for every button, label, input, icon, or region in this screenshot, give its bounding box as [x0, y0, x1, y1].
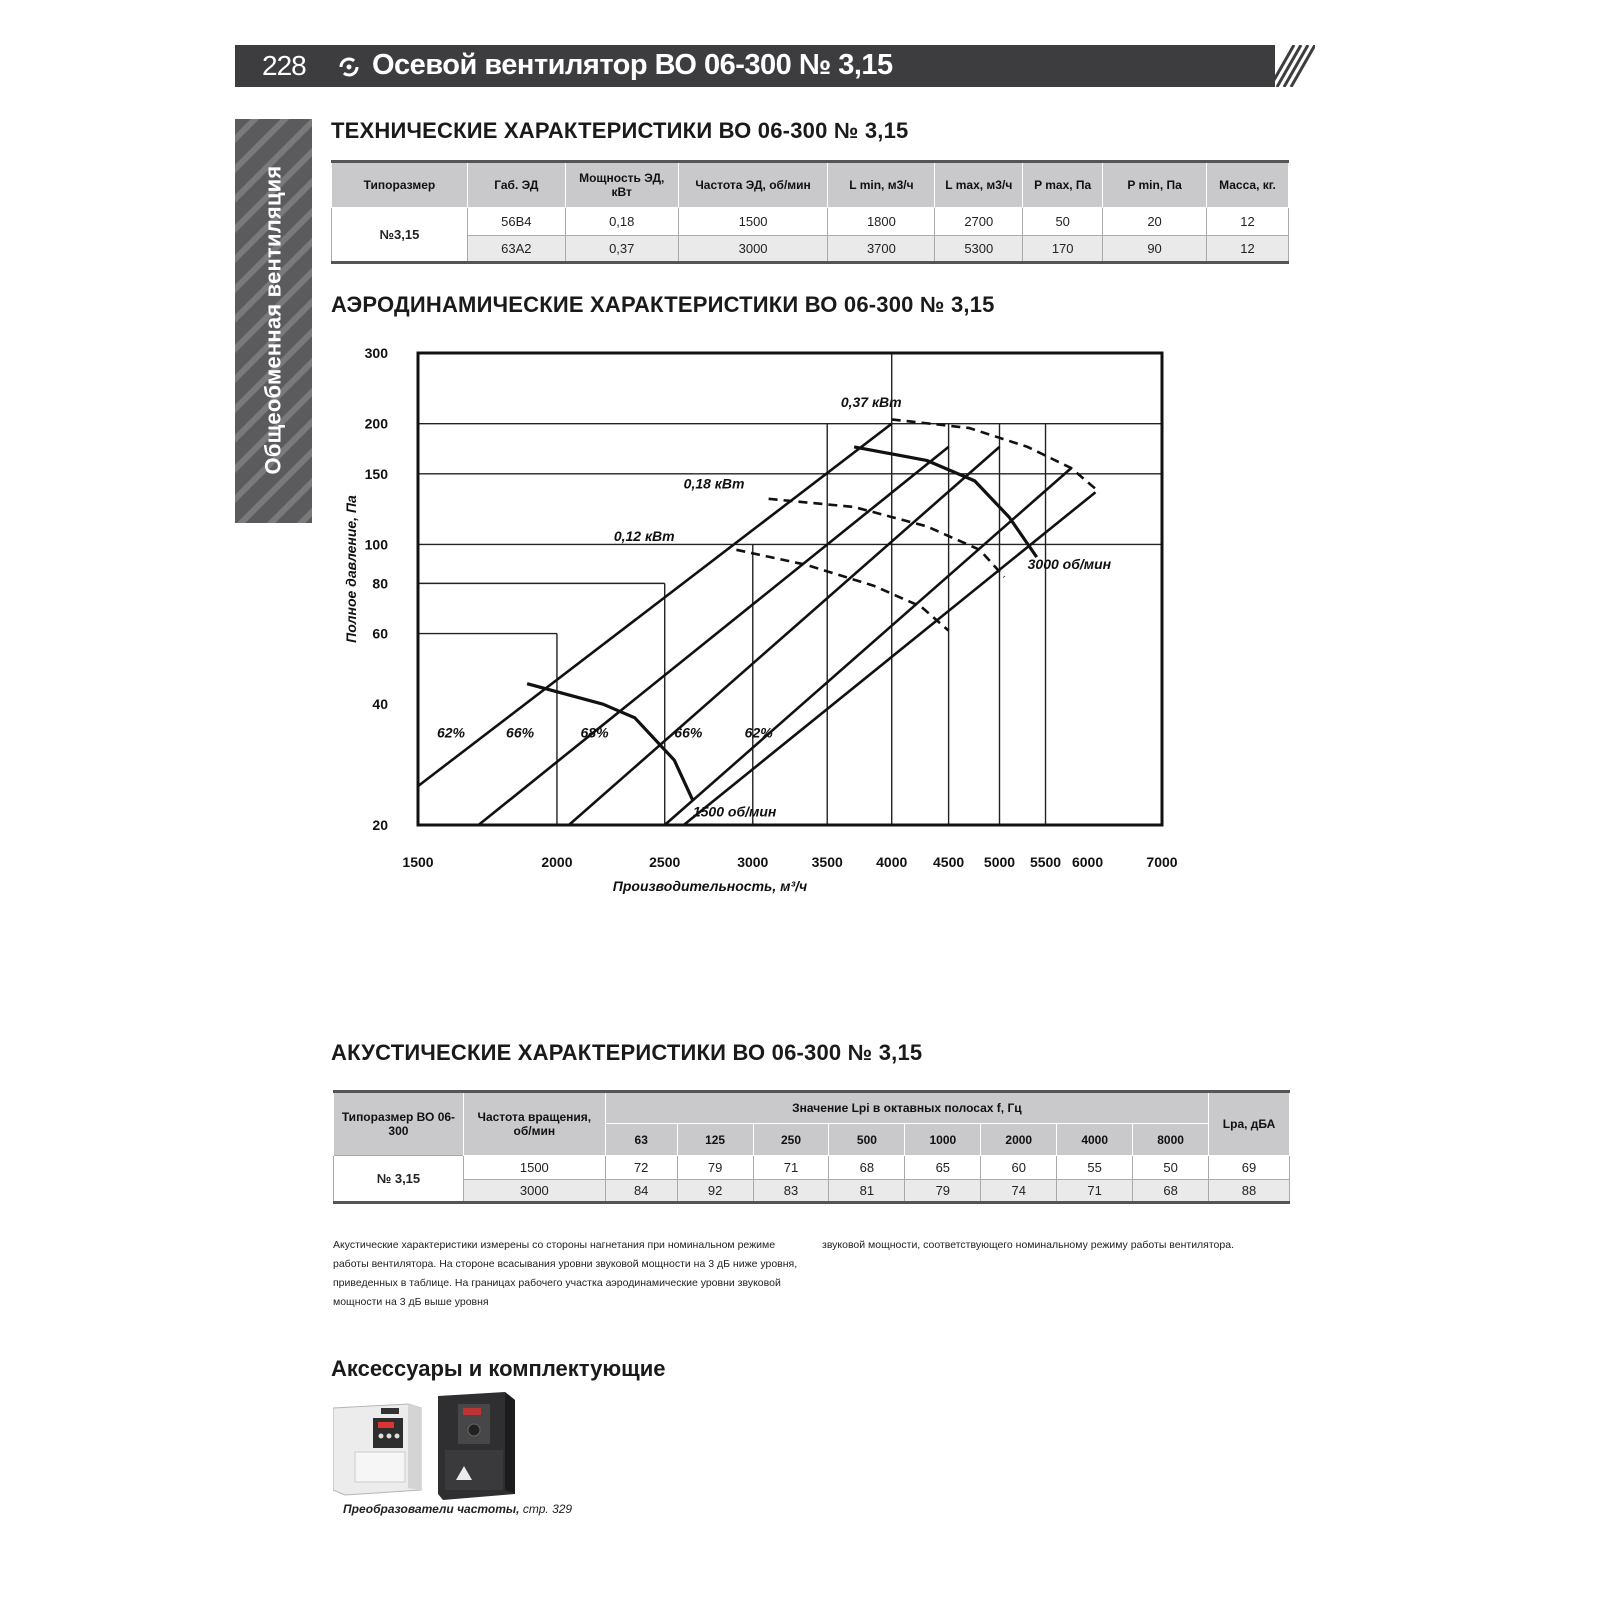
x-tick-label: 4000	[876, 854, 908, 870]
tech-col-header: Габ. ЭД	[467, 162, 565, 208]
table-cell: 60	[981, 1156, 1057, 1180]
table-cell: 90	[1103, 236, 1207, 263]
tech-col-header: Частота ЭД, об/мин	[678, 162, 828, 208]
table-cell: 1800	[828, 208, 935, 236]
acoustic-col-rpm: Частота вращения, об/мин	[463, 1092, 605, 1156]
chart-annotation: 62%	[744, 724, 773, 741]
acoustic-note-col2: звуковой мощности, соответствующего номинальному режиму работы вентилятора.	[822, 1239, 1234, 1251]
tech-table	[331, 160, 1289, 264]
table-cell: 69	[1209, 1156, 1290, 1180]
page-title: Осевой вентилятор ВО 06-300 № 3,15	[372, 49, 893, 81]
tech-col-header: Мощность ЭД, кВт	[565, 162, 678, 208]
band-header: 2000	[981, 1124, 1057, 1156]
table-cell: 50	[1023, 208, 1103, 236]
y-tick-label: 300	[364, 345, 388, 361]
table-cell: 83	[753, 1180, 829, 1203]
side-tab	[240, 130, 306, 510]
table-cell: 79	[677, 1156, 753, 1180]
table-cell: 20	[1103, 208, 1207, 236]
size-label: № 3,15	[334, 1156, 464, 1203]
accessories-title: Аксессуары и комплектующие	[331, 1356, 666, 1381]
x-tick-label: 2000	[541, 854, 573, 870]
header-stripes	[1235, 45, 1315, 87]
chart-annotation: 62%	[436, 724, 465, 741]
x-tick-label: 1500	[402, 854, 434, 870]
y-tick-label: 80	[372, 575, 388, 592]
series-line-efficiency	[569, 447, 1000, 825]
series-line-power	[892, 419, 1100, 492]
table-row	[332, 236, 1289, 263]
table-cell: 1500	[463, 1156, 605, 1180]
y-axis-label: Полное давление, Па	[343, 495, 359, 643]
tech-col-header: Типоразмер	[332, 162, 468, 208]
table-cell: 65	[905, 1156, 981, 1180]
table-cell: 68	[829, 1156, 905, 1180]
y-tick-label: 200	[364, 415, 388, 432]
series-line-rpm	[527, 684, 693, 801]
tech-col-header: P min, Па	[1103, 162, 1207, 208]
chart-annotation: 0,18 кВт	[683, 475, 745, 492]
band-header: 500	[829, 1124, 905, 1156]
table-row	[334, 1156, 1290, 1180]
chart-annotation: 0,12 кВт	[613, 528, 675, 545]
acoustic-table	[333, 1090, 1290, 1204]
table-cell: 12	[1207, 236, 1289, 263]
band-header: 250	[753, 1124, 829, 1156]
y-tick-label: 60	[372, 625, 388, 642]
table-cell: 71	[1057, 1180, 1133, 1203]
table-cell: 1500	[678, 208, 828, 236]
y-tick-label: 40	[372, 696, 388, 713]
accessories-caption-page: стр. 329	[522, 1502, 573, 1516]
band-header: 8000	[1133, 1124, 1209, 1156]
table-cell: 63А2	[467, 236, 565, 263]
acoustic-col-size: Типоразмер ВО 06-300	[334, 1092, 464, 1156]
table-cell: 71	[753, 1156, 829, 1180]
table-cell: 50	[1133, 1156, 1209, 1180]
series-line-power	[769, 499, 1005, 577]
tech-col-header: L min, м3/ч	[828, 162, 935, 208]
series-line-power	[736, 550, 948, 631]
series-line-efficiency	[665, 468, 1071, 825]
chart-annotation: 66%	[674, 724, 703, 741]
x-tick-label: 5000	[983, 854, 1016, 870]
x-tick-label: 4500	[933, 854, 965, 870]
tech-col-header: L max, м3/ч	[935, 162, 1023, 208]
table-cell: 3000	[678, 236, 828, 263]
table-cell: 12	[1207, 208, 1289, 236]
size-label: №3,15	[332, 208, 468, 263]
table-cell: 55	[1057, 1156, 1133, 1180]
table-row	[332, 208, 1289, 236]
side-tab-label: Общеобменная вентиляция	[260, 165, 285, 475]
tech-title: ТЕХНИЧЕСКИЕ ХАРАКТЕРИСТИКИ ВО 06-300 № 3,15	[331, 118, 909, 143]
acoustic-note-col1: Акустические характеристики измерены со стороны нагнетания при номинальном режиме работы вентилятора. На стороне всасывания уровни звуковой мощности на 3 дБ ниже уровня, приведенных в таблице. На границах рабочего участка аэродинамические уровни звуковой мощности на 3 дБ выше уровня	[333, 1239, 798, 1308]
y-tick-label: 100	[364, 536, 388, 553]
x-axis-label: Производительность, м³/ч	[612, 878, 808, 894]
table-cell: 92	[677, 1180, 753, 1203]
chart-annotation: 0,37 кВт	[840, 394, 902, 411]
x-tick-label: 5500	[1029, 854, 1062, 870]
acoustic-col-total: Lpa, дБА	[1209, 1092, 1290, 1156]
table-cell: 170	[1023, 236, 1103, 263]
x-tick-label: 3000	[737, 854, 769, 870]
band-header: 125	[677, 1124, 753, 1156]
aero-title: АЭРОДИНАМИЧЕСКИЕ ХАРАКТЕРИСТИКИ ВО 06-300 № 3,15	[331, 292, 995, 317]
aero-chart	[340, 345, 1220, 925]
table-cell: 68	[1133, 1180, 1209, 1203]
fan-icon	[338, 56, 360, 78]
table-cell: 72	[605, 1156, 677, 1180]
y-tick-label: 150	[364, 465, 388, 482]
table-cell: 5300	[935, 236, 1023, 263]
accessories-caption[interactable]	[343, 1502, 572, 1516]
chart-annotation: 1500 об/мин	[692, 803, 777, 820]
band-header: 63	[605, 1124, 677, 1156]
x-tick-label: 3500	[811, 854, 843, 870]
chart-annotation: 68%	[580, 724, 609, 741]
frequency-converter-image[interactable]	[333, 1390, 523, 1500]
page-number: 228	[262, 50, 306, 81]
table-cell: 3000	[463, 1180, 605, 1203]
table-cell: 88	[1209, 1180, 1290, 1203]
band-header: 1000	[905, 1124, 981, 1156]
acoustic-col-group: Значение Lpi в октавных полосах f, Гц	[605, 1092, 1208, 1124]
acoustic-title: АКУСТИЧЕСКИЕ ХАРАКТЕРИСТИКИ ВО 06-300 № 3,15	[331, 1040, 923, 1065]
chart-annotation: 3000 об/мин	[1027, 555, 1112, 572]
band-header: 4000	[1057, 1124, 1133, 1156]
y-tick-label: 20	[372, 817, 388, 833]
table-cell: 3700	[828, 236, 935, 263]
table-cell: 79	[905, 1180, 981, 1203]
x-tick-label: 7000	[1146, 854, 1178, 870]
x-tick-label: 6000	[1071, 854, 1104, 870]
chart-annotation: 66%	[506, 724, 535, 741]
table-cell: 0,37	[565, 236, 678, 263]
table-cell: 81	[829, 1180, 905, 1203]
tech-col-header: Масса, кг.	[1207, 162, 1289, 208]
x-tick-label: 2500	[649, 854, 681, 870]
tech-col-header: P max, Па	[1023, 162, 1103, 208]
table-row	[334, 1180, 1290, 1203]
table-cell: 56В4	[467, 208, 565, 236]
table-cell: 0,18	[565, 208, 678, 236]
accessories-caption-name: Преобразователи частоты,	[343, 1502, 520, 1516]
table-cell: 84	[605, 1180, 677, 1203]
table-cell: 2700	[935, 208, 1023, 236]
table-cell: 74	[981, 1180, 1057, 1203]
